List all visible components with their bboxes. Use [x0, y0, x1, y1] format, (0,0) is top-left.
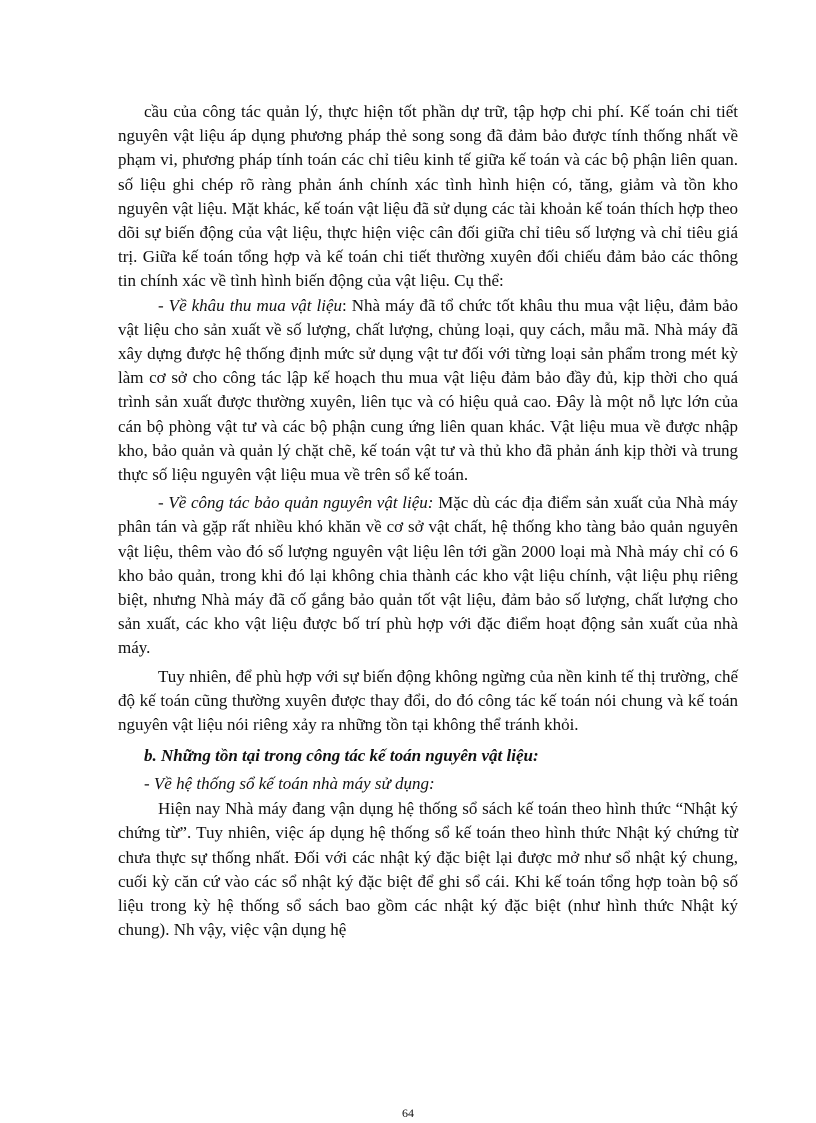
- paragraph-storage: [118, 491, 738, 660]
- paragraph-intro: cầu của công tác quản lý, thực hiện tốt phần dự trữ, tập hợp chi phí. Kế toán chi tiết nguyên vật liệu áp dụng phương pháp thẻ song song đã đảm bảo được tính thống nhất về phạm vi, phương pháp tính toán các chỉ tiêu kinh tế giữa kế toán và các bộ phận liên quan. số liệu ghi chép rõ ràng phản ánh chính xác tình hình hiện có, tăng, giảm và tồn kho nguyên vật liệu. Mặt khác, kế toán vật liệu đã sử dụng các tài khoản kế toán thích hợp theo dõi sự biến động của vật liệu, thực hiện việc cân đối giữa chỉ tiêu số lượng và chỉ tiêu giá trị. Giữa kế toán tổng hợp và kế toán chi tiết thường xuyên đối chiếu đảm bảo các thông tin chính xác về tình hình biến động của vật liệu. Cụ thể:: [118, 102, 738, 291]
- purchasing-body: : Nhà máy đã tổ chức tốt khâu thu mua vật liệu, đảm bảo vật liệu cho sản xuất về số lượng, chất lượng, chủng loại, quy cách, mẫu mã. Nhà máy đã xây dựng được hệ thống định mức sử dụng vật tư đối với từng loại sản phẩm trong mét kỳ làm cơ sở cho công tác lập kế hoạch thu mua vật liệu đảm bảo đầy đủ, kịp thời cho quá trình sản xuất được thường xuyên, liên tục và có hiệu quả cao. Đây là một nỗ lực lớn của cán bộ phòng vật tư và các bộ phận cung ứng liên quan khác. Vật liệu mua về được nhập kho, bảo quản và quản lý chặt chẽ, kế toán vật tư và thủ kho đã phản ánh kịp thời và trung thực số liệu nguyên vật liệu mua về trên sổ kế toán.: [118, 295, 738, 485]
- section-heading-b: b. Những tồn tại trong công tác kế toán nguyên vật liệu:: [144, 746, 539, 766]
- page-number: 64: [402, 1106, 414, 1120]
- paragraph-purchasing: [118, 294, 738, 488]
- sub-heading-accounting-books: - Về hệ thống sổ kế toán nhà máy sử dụng:: [144, 774, 435, 794]
- paragraph-however: Tuy nhiên, để phù hợp với sự biến động không ngừng của nền kinh tế thị trường, chế độ kế toán cũng thường xuyên được thay đổi, do đó công tác kế toán nói chung và kế toán nguyên vật liệu nói riêng xảy ra những tồn tại không thể tránh khỏi.: [118, 666, 738, 735]
- storage-lead: - Về công tác bảo quản nguyên vật liệu:: [158, 493, 434, 513]
- storage-body: Mặc dù các địa điểm sản xuất của Nhà máy phân tán và gặp rất nhiều khó khăn về cơ sở vật chất, hệ thống kho tàng bảo quản nguyên vật liệu, thêm vào đó số lượng nguyên vật liệu lên tới gần 2000 loại mà Nhà máy chỉ có 6 kho bảo quản, trong khi đó lại không chia thành các kho vật liệu chính, vật liệu phụ riêng biệt, nhưng Nhà máy đã cố gắng bảo quản tốt vật liệu, đảm bảo số lượng, chất lượng cho sản xuất, các kho vật liệu được bố trí phù hợp với đặc điểm hoạt động sản xuất của nhà máy.: [118, 493, 739, 658]
- paragraph-current-system: Hiện nay Nhà máy đang vận dụng hệ thống sổ sách kế toán theo hình thức “Nhật ký chứng từ”. Tuy nhiên, việc áp dụng hệ thống sổ kế toán theo hình thức Nhật ký chứng từ chưa thực sự thống nhất. Đối với các nhật ký đặc biệt lại được mở như sổ nhật ký chung, cuối kỳ căn cứ vào các sổ nhật ký đặc biệt để ghi sổ cái. Khi kế toán tổng hợp toàn bộ số liệu trong kỳ hệ thống sổ sách bao gồm các nhật ký đặc biệt (như hình thức Nhật ký chung). Nh vậy, việc vận dụng hệ: [118, 799, 738, 940]
- document-page: [118, 100, 738, 943]
- purchasing-lead: - Về khâu thu mua vật liệu: [158, 295, 343, 315]
